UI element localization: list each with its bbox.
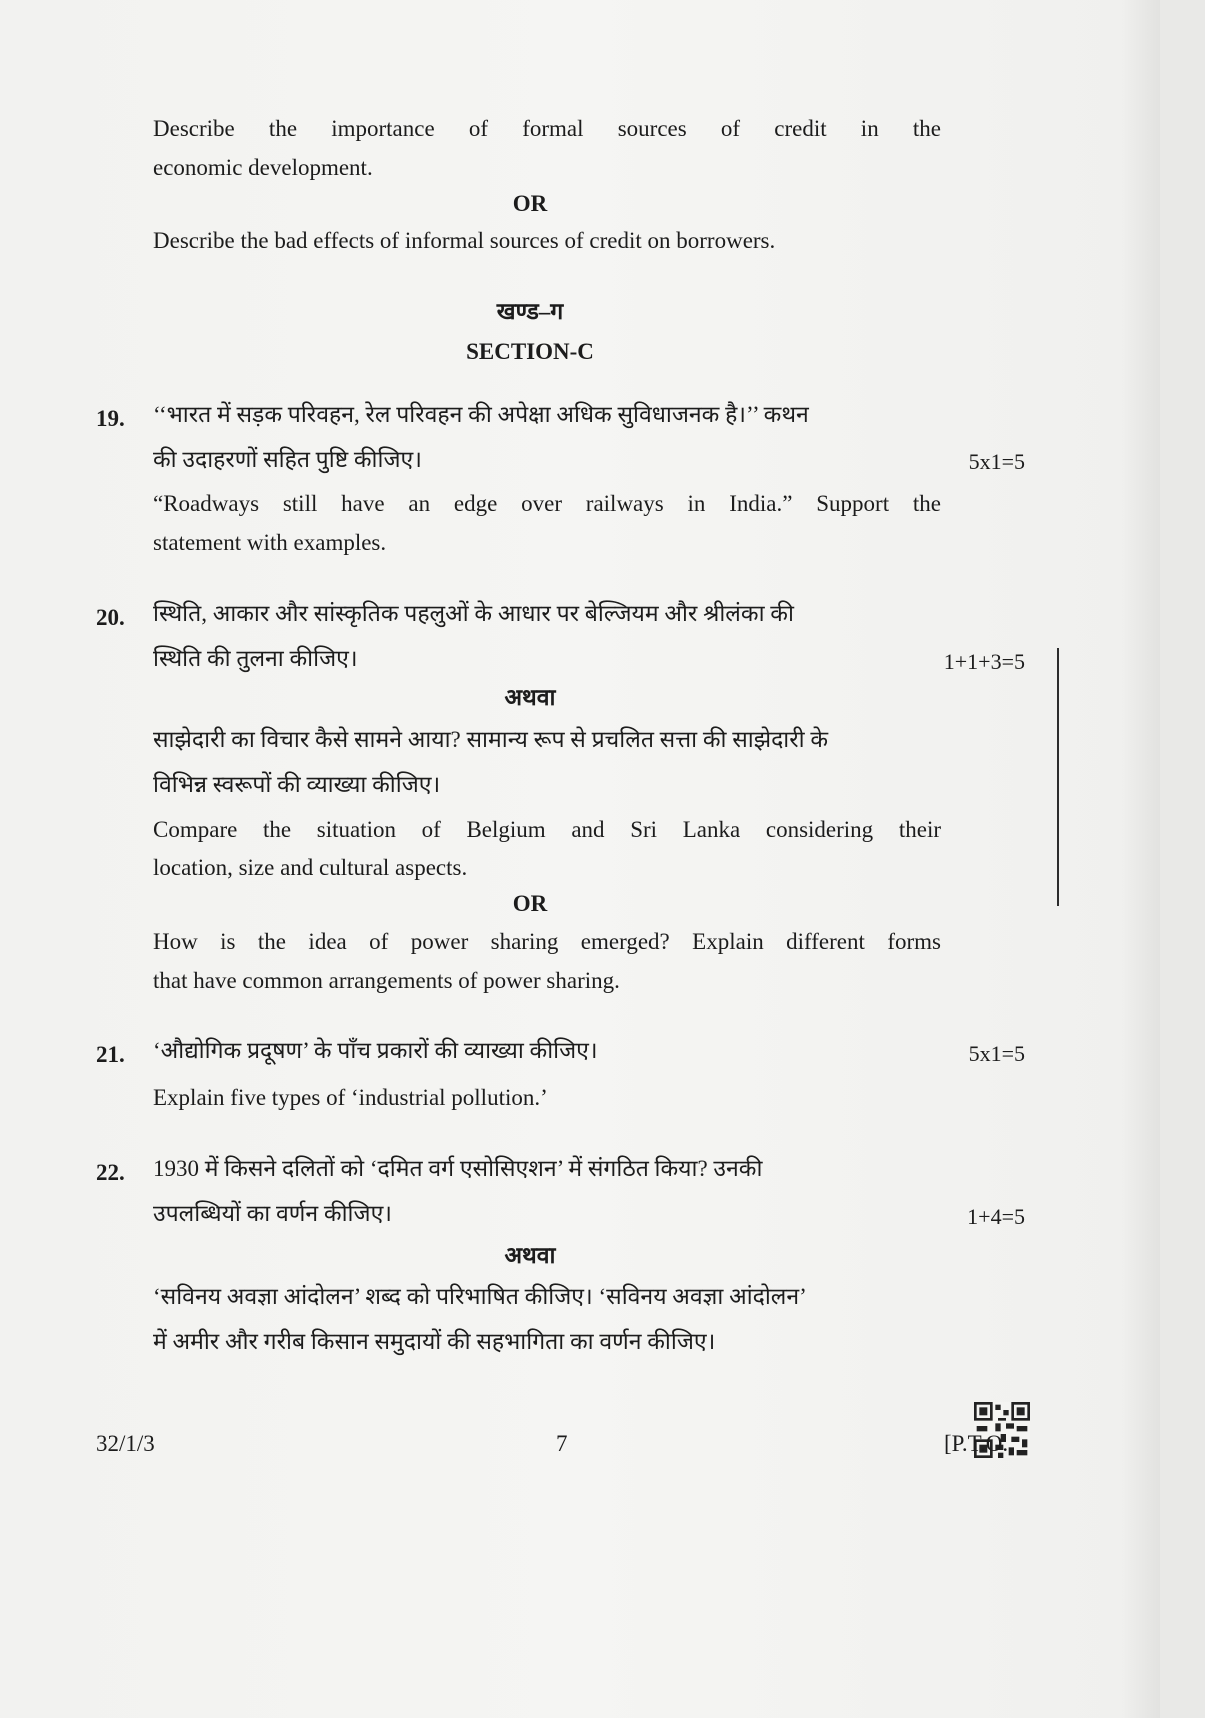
page-number: 7 — [556, 1431, 568, 1456]
q21-marks: 5x1=5 — [968, 1041, 1025, 1066]
q22-hindi-alt-line-2: में अमीर और गरीब किसान समुदायों की सहभागिता का वर्णन कीजिए। — [153, 1329, 716, 1354]
section-heading-english: SECTION-C — [466, 339, 594, 364]
q19-marks: 5x1=5 — [968, 449, 1025, 474]
q18-line-1: Describe the importance of formal sources of credit in the — [153, 116, 941, 141]
q18-or: OR — [512, 191, 548, 216]
q22-hindi-or: अथवा — [504, 1243, 556, 1268]
question-number-22: 22. — [96, 1160, 125, 1185]
q20-english-alt-line-2: that have common arrangements of power sharing. — [153, 968, 620, 993]
q19-english-line-2: statement with examples. — [153, 530, 387, 555]
section-heading-hindi: खण्ड–ग — [496, 299, 564, 324]
question-number-19: 19. — [96, 406, 125, 431]
q22-hindi-line-2: उपलब्धियों का वर्णन कीजिए। — [153, 1201, 393, 1226]
margin-bracket-line — [1057, 648, 1059, 906]
q20-english-line-2: location, size and cultural aspects. — [153, 855, 468, 880]
q20-hindi-line-2: स्थिति की तुलना कीजिए। — [153, 646, 358, 671]
q20-english-or: OR — [512, 891, 548, 916]
q22-hindi-line-1: 1930 में किसने दलितों को ‘दमित वर्ग एसोसिएशन’ में संगठित किया? उनकी — [153, 1156, 763, 1181]
please-turn-over: [P.T.O. — [944, 1431, 1009, 1456]
q22-hindi-alt-line-1: ‘सविनय अवज्ञा आंदोलन’ शब्द को परिभाषित कीजिए। ‘सविनय अवज्ञा आंदोलन’ — [153, 1284, 807, 1309]
question-number-21: 21. — [96, 1042, 125, 1067]
q20-hindi-alt-line-1: साझेदारी का विचार कैसे सामने आया? सामान्य रूप से प्रचलित सत्ता की साझेदारी के — [153, 727, 829, 752]
q20-hindi-line-1: स्थिति, आकार और सांस्कृतिक पहलुओं के आधार पर बेल्जियम और श्रीलंका की — [153, 601, 794, 626]
q20-english-alt-line-1: How is the idea of power sharing emerged? Explain different forms — [153, 929, 941, 954]
q19-english-line-1: “Roadways still have an edge over railways in India.” Support the — [153, 491, 941, 516]
paper-code: 32/1/3 — [96, 1431, 155, 1456]
q20-english-line-1: Compare the situation of Belgium and Sri Lanka considering their — [153, 817, 941, 842]
q20-marks: 1+1+3=5 — [943, 649, 1025, 674]
q20-hindi-alt-line-2: विभिन्न स्वरूपों की व्याख्या कीजिए। — [153, 772, 441, 797]
q22-marks: 1+4=5 — [967, 1204, 1025, 1229]
q21-hindi-line-1: ‘औद्योगिक प्रदूषण’ के पाँच प्रकारों की व्याख्या कीजिए। — [153, 1038, 598, 1063]
q18-line-2: economic development. — [153, 155, 373, 180]
q19-hindi-line-2: की उदाहरणों सहित पुष्टि कीजिए। — [153, 447, 422, 472]
question-number-20: 20. — [96, 605, 125, 630]
q21-english-line-1: Explain five types of ‘industrial pollution.’ — [153, 1085, 548, 1110]
q20-hindi-or: अथवा — [504, 685, 556, 710]
q19-hindi-line-1: ‘‘भारत में सड़क परिवहन, रेल परिवहन की अपेक्षा अधिक सुविधाजनक है।’’ कथन — [153, 402, 809, 427]
q18-alternative: Describe the bad effects of informal sources of credit on borrowers. — [153, 228, 776, 253]
